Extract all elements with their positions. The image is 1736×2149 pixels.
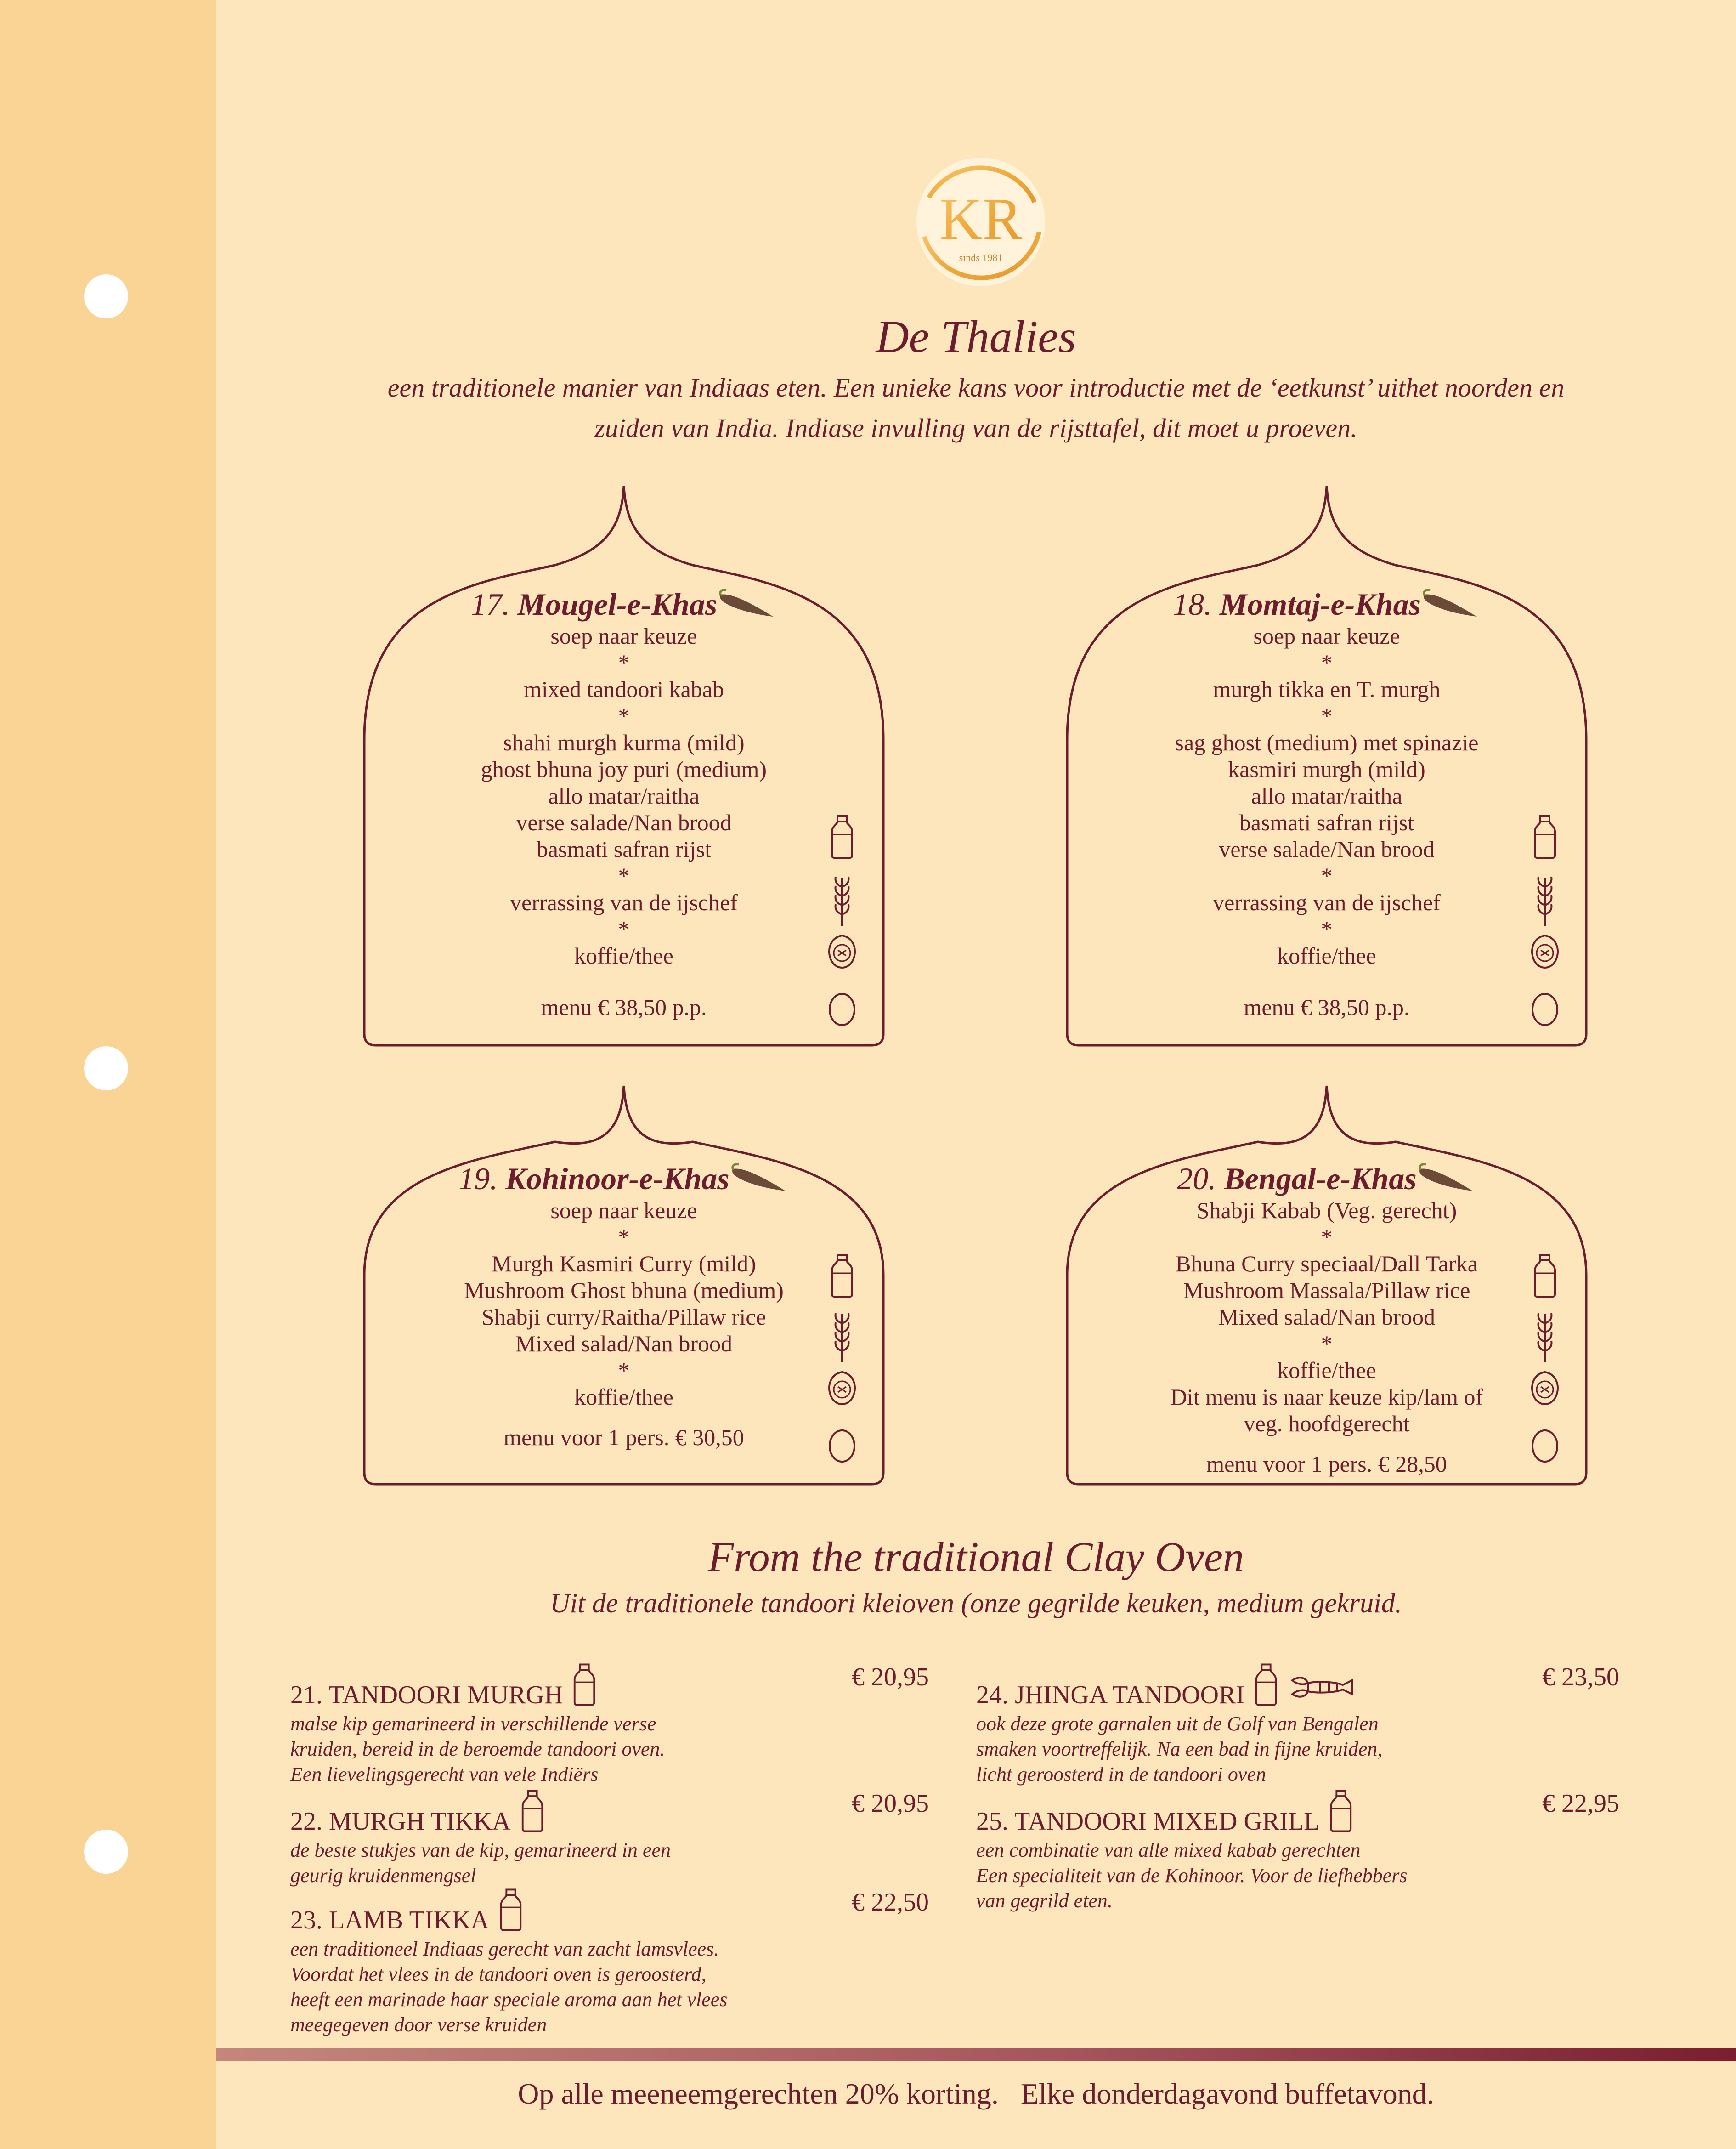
menu-course: Mixed salad/Nan brood xyxy=(1218,1304,1436,1330)
milk-bottle-icon xyxy=(826,1252,858,1298)
menu-course: koffie/thee xyxy=(574,1384,673,1410)
menu-name: Momtaj-e-Khas xyxy=(1219,587,1421,622)
dish-price: € 23,50 xyxy=(1542,1663,1619,1691)
dish-description: kruiden, bereid in de beroemde tandoori oven. xyxy=(290,1738,665,1760)
dish-description: een traditioneel Indiaas gerecht van zacht lamsvlees. xyxy=(290,1938,719,1960)
dish-item xyxy=(290,1787,929,1888)
clay-oven-subtitle: Uit de traditionele tandoori kleioven (onze gegrilde keuken, medium gekruid. xyxy=(550,1588,1402,1618)
menu-course: Bhuna Curry speciaal/Dall Tarka xyxy=(1176,1251,1478,1276)
dish-description: geurig kruidenmengsel xyxy=(290,1864,476,1887)
dish-description: smaken voortreffelijk. Na een bad in fijne kruiden, xyxy=(976,1738,1383,1760)
dish-description: malse kip gemarineerd in verschillende verse xyxy=(290,1712,656,1735)
dish-item xyxy=(290,1661,929,1787)
thali-menu-panel xyxy=(1065,1082,1589,1486)
menu-title xyxy=(1065,586,1589,623)
dish-description: Voordat het vlees in de tandoori oven is geroosterd, xyxy=(290,1963,707,1985)
dish-item xyxy=(290,1886,929,2037)
milk-bottle-icon xyxy=(519,1787,546,1833)
menu-course: Shabji Kabab (Veg. gerecht) xyxy=(1196,1197,1457,1223)
dish-description: licht geroosterd in de tandoori oven xyxy=(976,1763,1266,1786)
course-separator: * xyxy=(1321,650,1333,675)
chili-icon xyxy=(729,1161,789,1196)
course-separator: * xyxy=(618,1357,630,1383)
punch-hole xyxy=(84,1046,128,1090)
menu-course: Shabji curry/Raitha/Pillaw rice xyxy=(481,1304,766,1330)
menu-course: koffie/thee xyxy=(1277,943,1376,969)
menu-course: basmati safran rijst xyxy=(1239,810,1414,835)
menu-course: allo matar/raitha xyxy=(548,783,700,809)
menu-course: veg. hoofdgerecht xyxy=(1244,1411,1410,1436)
dish-price: € 22,50 xyxy=(852,1888,929,1917)
course-separator: * xyxy=(618,916,630,942)
dish-name: 25. TANDOORI MIXED GRILL xyxy=(976,1787,1619,1837)
thali-menu-panel xyxy=(362,482,886,1048)
wheat-icon xyxy=(1529,873,1561,928)
menu-price: menu voor 1 pers. € 30,50 xyxy=(503,1424,744,1450)
milk-bottle-icon xyxy=(1529,1252,1561,1298)
chili-icon xyxy=(717,587,777,622)
nut-icon xyxy=(1529,933,1561,970)
footer-note: Op alle meeneemgerechten 20% korting. Elke donderdagavond buffetavond. xyxy=(518,2077,1434,2110)
dish-description: de beste stukjes van de kip, gemarineerd in een xyxy=(290,1839,671,1861)
menu-name: Mougel-e-Khas xyxy=(517,587,718,622)
course-separator: * xyxy=(1321,703,1333,729)
course-separator: * xyxy=(618,1224,630,1250)
menu-course: murgh tikka en T. murgh xyxy=(1213,676,1441,702)
dish-name: 21. TANDOORI MURGH xyxy=(290,1661,929,1711)
wheat-icon xyxy=(826,1310,858,1365)
menu-course: verrassing van de ijschef xyxy=(510,890,738,915)
milk-bottle-icon xyxy=(1253,1661,1279,1707)
menu-course: sag ghost (medium) met spinazie xyxy=(1175,730,1479,755)
logo-initials: KR xyxy=(939,186,1023,252)
menu-course: Mushroom Ghost bhuna (medium) xyxy=(464,1277,784,1303)
dish-description: heeft een marinade haar speciale aroma aan het vlees xyxy=(290,1988,728,2011)
menu-course: Mixed salad/Nan brood xyxy=(515,1331,733,1356)
wheat-icon xyxy=(826,873,858,928)
dish-price: € 20,95 xyxy=(852,1789,929,1818)
course-separator: * xyxy=(1321,916,1333,942)
menu-course: Dit menu is naar keuze kip/lam of xyxy=(1170,1384,1483,1410)
course-separator: * xyxy=(1321,863,1333,889)
menu-course: ghost bhuna joy puri (medium) xyxy=(481,756,767,782)
menu-course: shahi murgh kurma (mild) xyxy=(503,730,745,755)
menu-number: 17. xyxy=(470,587,510,622)
menu-number: 19. xyxy=(458,1161,498,1196)
kr-logo xyxy=(910,152,1051,292)
menu-course: kasmiri murgh (mild) xyxy=(1228,756,1425,782)
dish-description: van gegrild eten. xyxy=(976,1889,1113,1912)
menu-course: Murgh Kasmiri Curry (mild) xyxy=(492,1251,756,1276)
milk-bottle-icon xyxy=(1328,1787,1354,1833)
menu-course: koffie/thee xyxy=(574,943,673,969)
menu-course: allo matar/raitha xyxy=(1251,783,1402,809)
dish-description: meegegeven door verse kruiden xyxy=(290,2013,547,2036)
menu-title xyxy=(362,1160,886,1197)
dish-description: ook deze grote garnalen uit de Golf van Bengalen xyxy=(976,1712,1379,1735)
milk-bottle-icon xyxy=(498,1886,524,1932)
menu-title xyxy=(1065,1160,1589,1197)
menu-course: koffie/thee xyxy=(1277,1357,1376,1383)
menu-course: basmati safran rijst xyxy=(536,836,712,862)
menu-price: menu € 38,50 p.p. xyxy=(1244,994,1410,1020)
punch-hole xyxy=(84,1830,128,1874)
course-separator: * xyxy=(618,703,630,729)
dish-name: 24. JHINGA TANDOORI xyxy=(976,1661,1619,1711)
menu-course: soep naar keuze xyxy=(550,623,697,649)
logo-since: sinds 1981 xyxy=(959,252,1003,263)
menu-price: menu voor 1 pers. € 28,50 xyxy=(1206,1451,1447,1477)
menu-course: soep naar keuze xyxy=(550,1197,697,1223)
lobster-icon xyxy=(1288,1671,1357,1703)
dish-price: € 22,95 xyxy=(1542,1789,1619,1818)
menu-course: verse salade/Nan brood xyxy=(1219,836,1435,862)
thali-menu-panel xyxy=(1065,482,1589,1048)
menu-course: Mushroom Massala/Pillaw rice xyxy=(1183,1277,1470,1303)
course-separator: * xyxy=(1321,1224,1333,1250)
menu-course: mixed tandoori kabab xyxy=(524,676,724,702)
chili-icon xyxy=(1417,1161,1476,1196)
footer-divider xyxy=(216,2048,1736,2061)
punch-hole xyxy=(84,274,128,318)
clay-oven-title: From the traditional Clay Oven xyxy=(708,1533,1244,1580)
dish-description: Een lievelingsgerecht van vele Indiërs xyxy=(290,1763,599,1786)
thalies-title: De Thalies xyxy=(876,311,1076,362)
menu-course: verse salade/Nan brood xyxy=(516,810,732,835)
chili-icon xyxy=(1421,587,1481,622)
menu-name: Kohinoor-e-Khas xyxy=(505,1161,729,1196)
nut-icon xyxy=(826,933,858,970)
dish-item xyxy=(976,1661,1619,1787)
menu-name: Bengal-e-Khas xyxy=(1224,1161,1417,1196)
menu-price: menu € 38,50 p.p. xyxy=(541,994,707,1020)
dish-name: 23. LAMB TIKKA xyxy=(290,1886,929,1936)
egg-icon xyxy=(1529,990,1561,1027)
course-separator: * xyxy=(618,650,630,675)
menu-course: verrassing van de ijschef xyxy=(1213,890,1441,915)
course-separator: * xyxy=(1321,1331,1333,1356)
dish-name: 22. MURGH TIKKA xyxy=(290,1787,929,1837)
menu-title xyxy=(362,586,886,623)
dish-price: € 20,95 xyxy=(852,1663,929,1691)
milk-bottle-icon xyxy=(1529,813,1561,859)
menu-course: soep naar keuze xyxy=(1253,623,1400,649)
nut-icon xyxy=(826,1369,858,1406)
wheat-icon xyxy=(1529,1310,1561,1365)
egg-icon xyxy=(826,990,858,1027)
thalies-intro: een traditionele manier van Indiaas eten. Een unieke kans voor introductie met de ‘eetkunst’ uithet noorden en zuiden van India. Indiase invulling van de rijsttafel, dit moet u proeven. xyxy=(387,373,1565,443)
nut-icon xyxy=(1529,1369,1561,1406)
egg-icon xyxy=(826,1427,858,1463)
dish-item xyxy=(976,1787,1619,1913)
thali-menu-panel xyxy=(362,1082,886,1486)
menu-number: 20. xyxy=(1177,1161,1216,1196)
egg-icon xyxy=(1529,1427,1561,1463)
dish-description: een combinatie van alle mixed kabab gerechten xyxy=(976,1839,1361,1861)
dish-description: Een specialiteit van de Kohinoor. Voor de liefhebbers xyxy=(976,1864,1408,1887)
course-separator: * xyxy=(618,863,630,889)
milk-bottle-icon xyxy=(571,1661,598,1707)
milk-bottle-icon xyxy=(826,813,858,859)
menu-number: 18. xyxy=(1172,587,1212,622)
